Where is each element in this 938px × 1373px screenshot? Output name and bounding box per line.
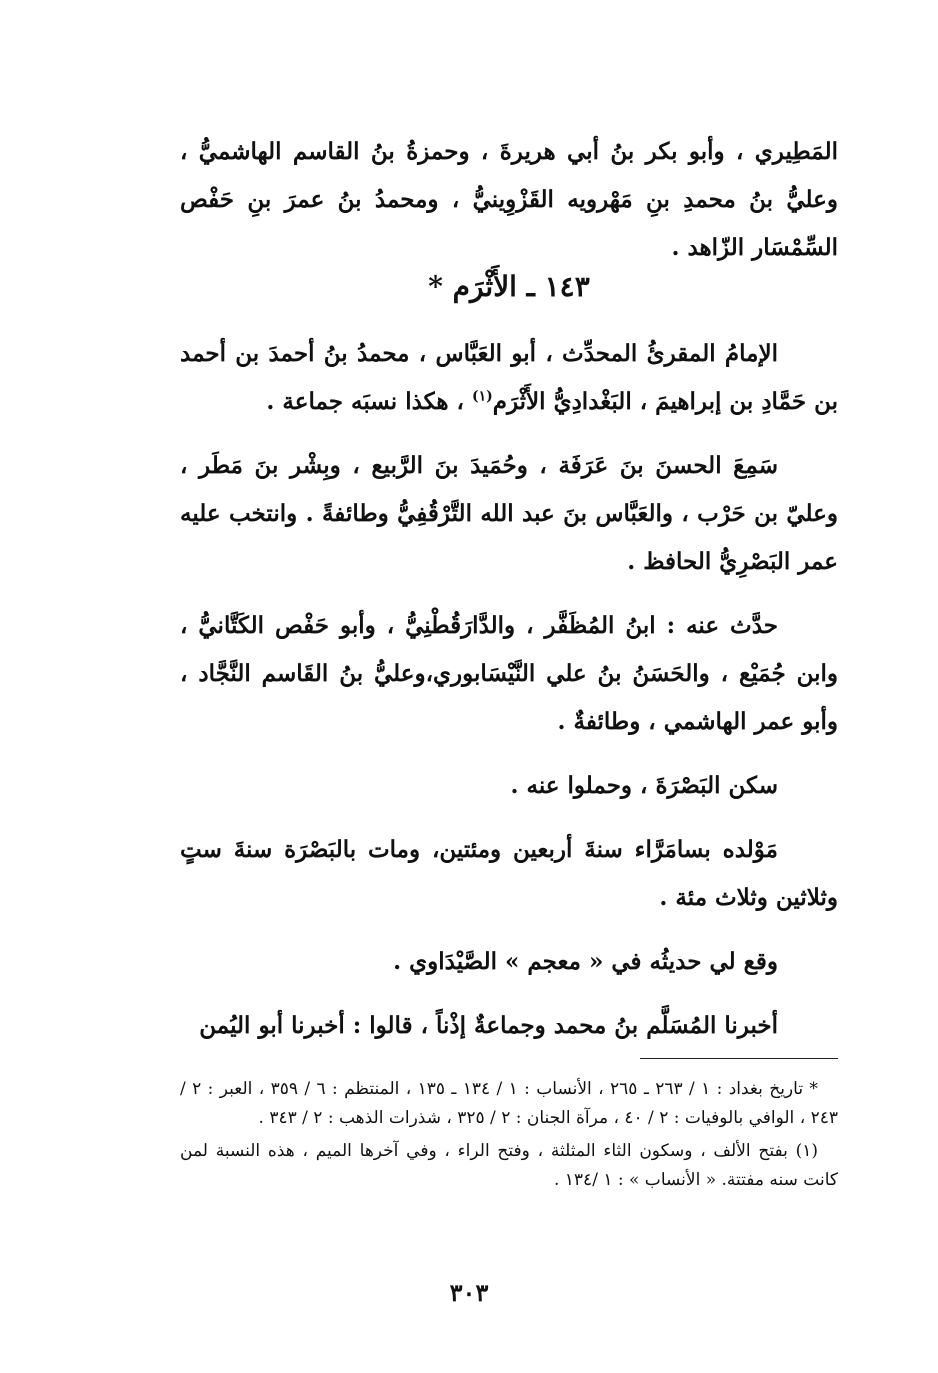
paragraph-students: حدَّث عنه : ابنُ المُظَفَّر ، والدَّارَقُطْنِيُّ ، وأبو حَفْص الكَتَّانيُّ ، وابن جُمَيْع ، والحَسَنُ بنُ علي النَّيْسَابوري،وعليُّ بنُ القَاسم النَّجَّاد ، وأبو عمر الهاشمي ، وطائفةٌ .: [180, 612, 838, 735]
paragraph-lineage: [180, 330, 838, 426]
lineage-text: الإمامُ المقرئُ المحدِّث ، أبو العَبَّاس ، محمدُ بنُ أحمدَ بن أحمد بن حَمَّادِ بن إبراهيمَ ، البَغْدادِيُّ الأَثْرَم: [180, 340, 838, 415]
footnote-marker: (١): [471, 388, 493, 405]
footnote-sources: * تاريخ بغداد : ١ / ٢٦٣ ـ ٢٦٥ ، الأنساب : ١ / ١٣٤ ـ ١٣٥ ، المنتظم : ٦ / ٣٥٩ ، العبر : ٢ / ٢٤٣ ، الوافي بالوفيات : ٢ / ٤٠ ، مرآة الجنان : ٢ / ٣٢٥ ، شذرات الذهب : ٢ / ٣٤٣ .: [180, 1079, 838, 1128]
footnote-1: (١) بفتح الألف ، وسكون الثاء المثلثة ، وفتح الراء ، وفي آخرها الميم ، هذه النسبة لمن كانت سنه مفتتة. « الأنساب » : ١ /١٣٤ .: [180, 1141, 838, 1190]
intro-continuation: [180, 128, 838, 272]
entry-body: [180, 330, 838, 1050]
footnotes: [180, 1075, 838, 1199]
entry-heading: ١٤٣ ـ الأَثْرَم *: [428, 270, 590, 303]
paragraph-residence: سكن البَصْرَةَ ، وحملوا عنه .: [510, 772, 778, 799]
paragraph-source: وقع لي حديثُه في « معجم » الصَّيْدَاوي .: [393, 948, 778, 975]
intro-paragraph: المَطِيري ، وأبو بكر بنُ أبي هريرةَ ، وحمزةُ بنُ القاسم الهاشميُّ ، وعليُّ بنُ محمدِ بنِ مَهْرويه القَزْوِينيُّ ، ومحمدُ بنُ عمرَ بنِ حَفْص السِّمْسَار الزّاهد .: [180, 138, 838, 261]
paragraph-isnad: أخبرنا المُسَلَّم بنُ محمد وجماعةٌ إذْناً ، قالوا : أخبرنا أبو اليُمن: [199, 1012, 778, 1039]
paragraph-teachers: سَمِعَ الحسنَ بنَ عَرَفَة ، وحُمَيدَ بنَ الرَّبيع ، وبِشْر بنَ مَطَر ، وعليّ بن حَرْب ، والعَبَّاس بنَ عبد الله التَّرْقُفِيُّ وطائفةً . وانتخب عليه عمر البَصْرِيُّ الحافظ .: [180, 452, 838, 575]
page-number: ٣٠٣: [449, 1278, 489, 1307]
paragraph-birth-death: مَوْلده بسامَرَّاء سنةَ أربعين ومئتين، ومات بالبَصْرَة سنةَ ستٍ وثلاثين وثلاث مئة .: [180, 836, 838, 911]
lineage-text-end: ، هكذا نسبَه جماعة .: [266, 388, 472, 415]
footnote-divider: [640, 1058, 838, 1059]
